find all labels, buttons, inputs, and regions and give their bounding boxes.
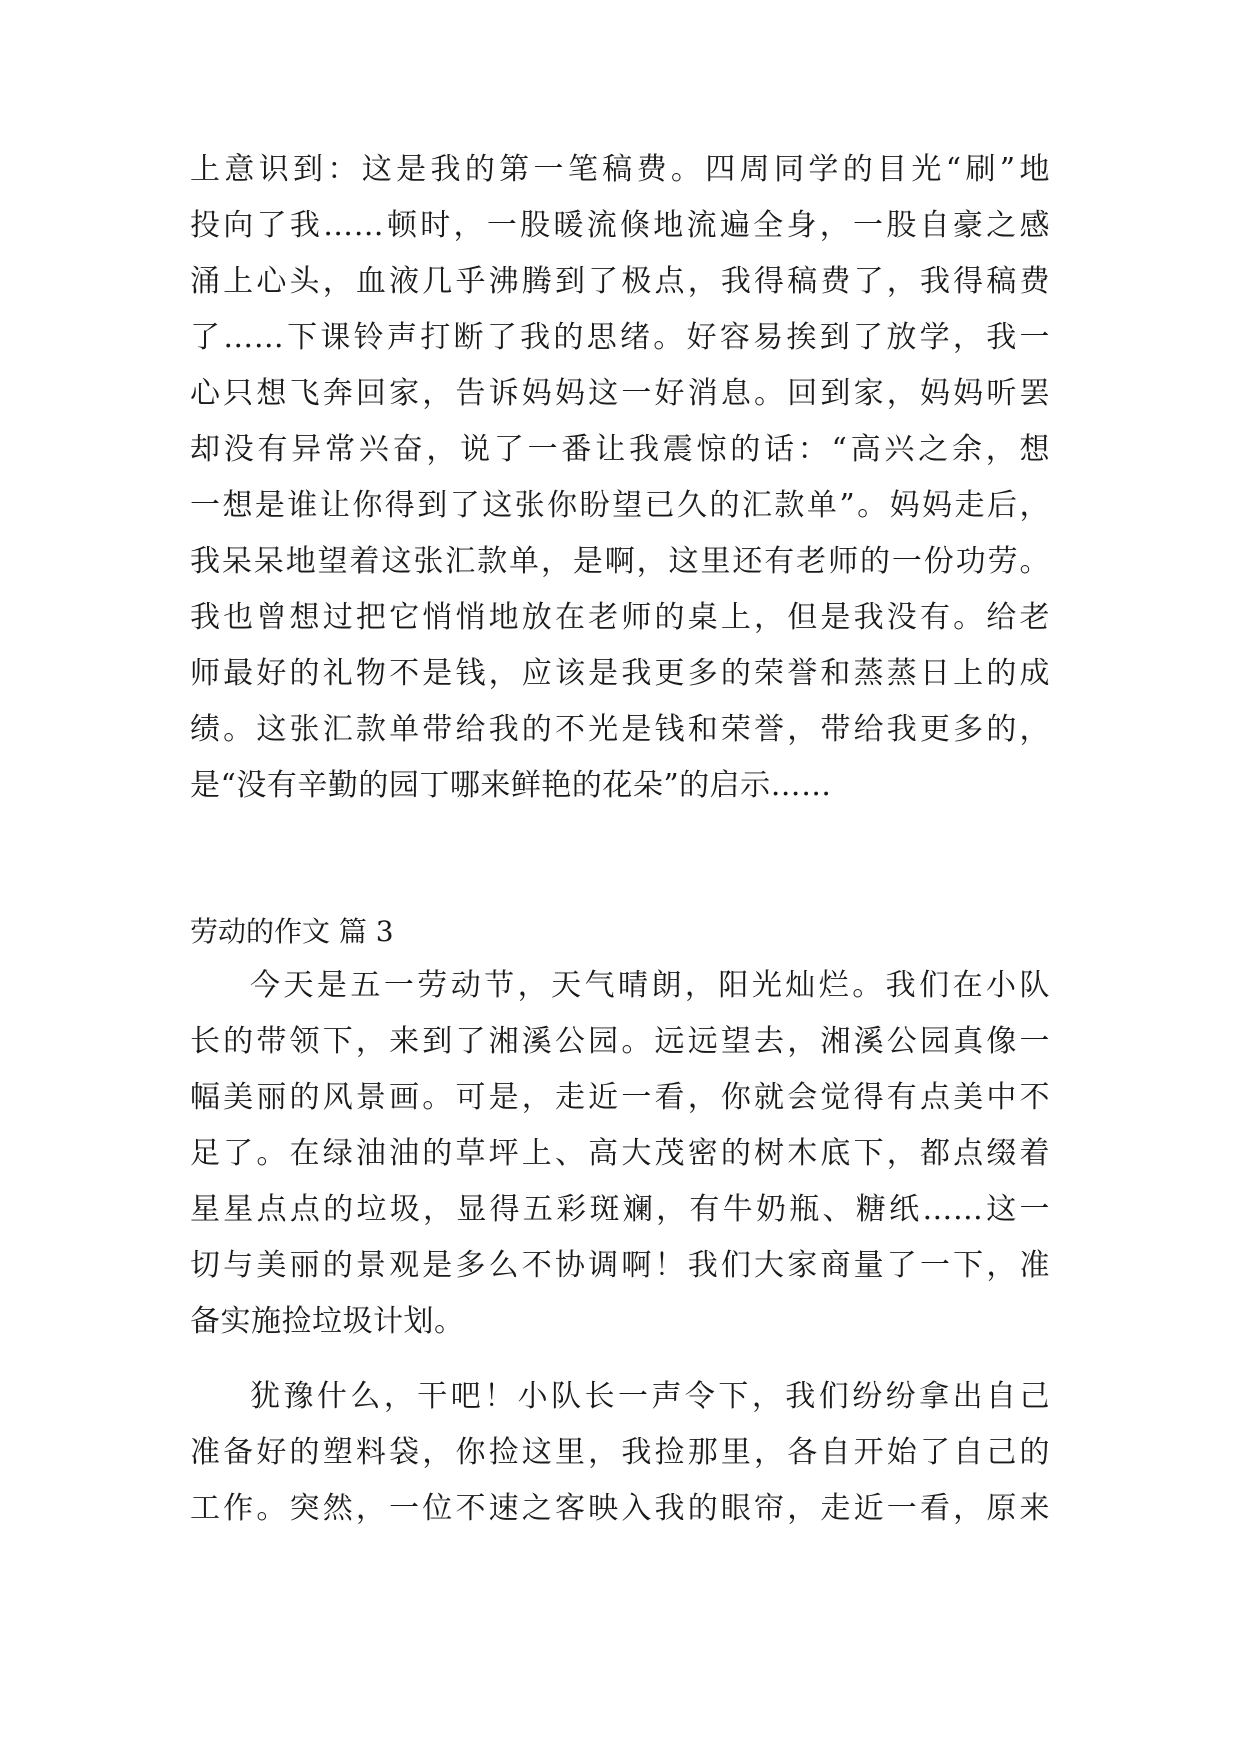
section-heading: 劳动的作文 篇 3 [190,915,394,948]
paragraph-line: 备实施捡垃圾计划。 [190,1304,465,1339]
paragraph-line: 今天是五一劳动节，天气晴朗，阳光灿烂。我们在小队 [250,968,1050,1003]
paragraph-line: 我呆呆地望着这张汇款单，是啊，这里还有老师的一份功劳。 [190,544,1050,579]
paragraph-line: 绩。这张汇款单带给我的不光是钱和荣誉，带给我更多的， [190,712,1050,747]
paragraph-line: 心只想飞奔回家，告诉妈妈这一好消息。回到家，妈妈听罢 [190,376,1050,411]
paragraph-line: 涌上心头，血液几乎沸腾到了极点，我得稿费了，我得稿费 [190,264,1050,299]
paragraph-line: 投向了我……顿时，一股暖流倏地流遍全身，一股自豪之感 [190,208,1050,243]
paragraph-line: 幅美丽的风景画。可是，走近一看，你就会觉得有点美中不 [190,1080,1050,1115]
paragraph-line: 却没有异常兴奋，说了一番让我震惊的话：“高兴之余，想 [190,432,1050,467]
paragraph-line: 切与美丽的景观是多么不协调啊！我们大家商量了一下，准 [190,1248,1050,1283]
paragraph-line: 师最好的礼物不是钱，应该是我更多的荣誉和蒸蒸日上的成 [190,656,1050,691]
paragraph-line: 了……下课铃声打断了我的思绪。好容易挨到了放学，我一 [190,320,1050,355]
paragraph-line: 一想是谁让你得到了这张你盼望已久的汇款单”。妈妈走后， [190,488,1050,523]
paragraph-line: 上意识到：这是我的第一笔稿费。四周同学的目光“刷”地 [190,152,1050,187]
paragraph-line: 准备好的塑料袋，你捡这里，我捡那里，各自开始了自己的 [190,1435,1050,1470]
paragraph-line: 犹豫什么，干吧！小队长一声令下，我们纷纷拿出自己 [250,1379,1050,1414]
paragraph-line: 足了。在绿油油的草坪上、高大茂密的树木底下，都点缀着 [190,1136,1050,1171]
paragraph-line: 我也曾想过把它悄悄地放在老师的桌上，但是我没有。给老 [190,600,1050,635]
paragraph-line: 星星点点的垃圾，显得五彩斑斓，有牛奶瓶、糖纸……这一 [190,1192,1050,1227]
paragraph-line: 工作。突然，一位不速之客映入我的眼帘，走近一看，原来 [190,1491,1050,1526]
paragraph-line: 长的带领下，来到了湘溪公园。远远望去，湘溪公园真像一 [190,1024,1050,1059]
paragraph-line: 是“没有辛勤的园丁哪来鲜艳的花朵”的启示…… [190,768,832,803]
